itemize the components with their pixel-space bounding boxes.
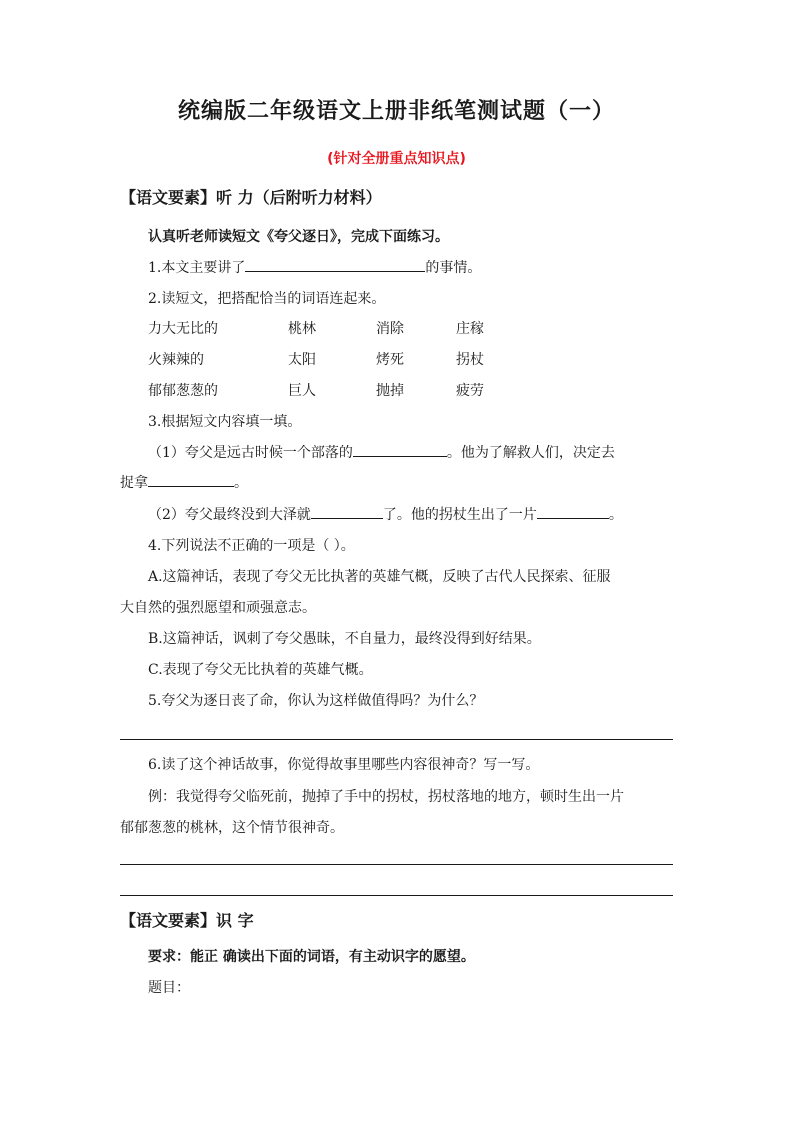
question-3-item-1-text-c: 捉拿 <box>120 475 148 491</box>
question-3-item-2 <box>148 504 623 524</box>
question-6: 6.读了这个神话故事，你觉得故事里哪些内容很神奇？写一写。 <box>148 757 540 773</box>
question-3-item-2-text-b: 了。他的拐杖生出了一片 <box>382 507 537 523</box>
match-row-1-word-2[interactable]: 桃林 <box>288 321 316 337</box>
question-3-item-2-text-a: （2）夸父最终没到大泽就 <box>148 507 311 523</box>
question-3-item-1-text-a: （1）夸父是远古时候一个部落的 <box>148 445 353 461</box>
match-row-2-word-4[interactable]: 拐杖 <box>456 352 484 368</box>
option-a-line-2[interactable]: 大自然的强烈愿望和顽强意志。 <box>120 600 316 616</box>
match-row-1-word-1[interactable]: 力大无比的 <box>148 321 218 337</box>
answer-blank-q1[interactable] <box>245 257 425 272</box>
match-row-2-word-2[interactable]: 太阳 <box>288 352 316 368</box>
answer-line-q6-2[interactable] <box>120 895 673 896</box>
question-3-item-2-text-c: 。 <box>608 507 623 523</box>
match-row-3-word-1[interactable]: 郁郁葱葱的 <box>148 383 218 399</box>
answer-blank-q3-1b[interactable] <box>148 472 234 487</box>
page-subtitle: (针对全册重点知识点) <box>327 151 466 167</box>
option-b[interactable]: B.这篇神话，讽刺了夸父愚昧，不自量力，最终没得到好结果。 <box>148 631 541 647</box>
question-1 <box>148 257 481 277</box>
option-a-line-1[interactable]: A.这篇神话，表现了夸父无比执著的英雄气概，反映了古代人民探索、征服 <box>148 569 611 585</box>
section-heading-literacy: 【语文要素】识 字 <box>120 911 254 930</box>
example-line-1: 例：我觉得夸父临死前，抛掉了手中的拐杖，拐杖落地的地方，顿时生出一片 <box>148 789 624 805</box>
question-label: 题目： <box>148 980 190 996</box>
question-3-item-1-line-2 <box>120 472 248 492</box>
answer-blank-q3-1a[interactable] <box>353 442 447 457</box>
question-3-item-1-text-d: 。 <box>234 475 248 491</box>
question-2: 2.读短文，把搭配恰当的词语连起来。 <box>148 291 386 307</box>
question-5: 5.夸父为逐日丧了命，你认为这样做值得吗？为什么？ <box>148 693 484 709</box>
answer-line-q5[interactable] <box>120 739 673 740</box>
match-row-3-word-3[interactable]: 抛掉 <box>376 383 404 399</box>
answer-blank-q3-2a[interactable] <box>311 504 383 519</box>
listening-instruction: 认真听老师读短文《夸父逐日》，完成下面练习。 <box>148 229 449 245</box>
literacy-requirement: 要求：能正 确读出下面的词语，有主动识字的愿望。 <box>148 949 475 965</box>
question-1-prefix: 1.本文主要讲了 <box>148 260 246 276</box>
question-3: 3.根据短文内容填一填。 <box>148 414 302 430</box>
answer-blank-q3-2b[interactable] <box>537 504 609 519</box>
match-row-3-word-4[interactable]: 疲劳 <box>456 383 484 399</box>
match-row-2-word-1[interactable]: 火辣辣的 <box>148 352 204 368</box>
question-3-item-1 <box>148 442 615 462</box>
question-3-item-1-text-b: 。他为了解救人们，决定去 <box>446 445 615 461</box>
match-row-3-word-2[interactable]: 巨人 <box>288 383 316 399</box>
match-row-2-word-3[interactable]: 烤死 <box>376 352 404 368</box>
question-1-suffix: 的事情。 <box>425 260 482 276</box>
option-c[interactable]: C.表现了夸父无比执着的英雄气概。 <box>148 662 373 678</box>
question-4: 4.下列说法不正确的一项是（ ）。 <box>148 538 355 554</box>
answer-line-q6-1[interactable] <box>120 864 673 865</box>
page-title: 统编版二年级语文上册非纸笔测试题（一） <box>177 99 615 124</box>
match-row-1-word-3[interactable]: 消除 <box>376 321 404 337</box>
example-line-2: 郁郁葱葱的桃林，这个情节很神奇。 <box>120 820 344 836</box>
match-row-1-word-4[interactable]: 庄稼 <box>456 321 484 337</box>
section-heading-listening: 【语文要素】听 力（后附听力材料） <box>120 188 382 207</box>
